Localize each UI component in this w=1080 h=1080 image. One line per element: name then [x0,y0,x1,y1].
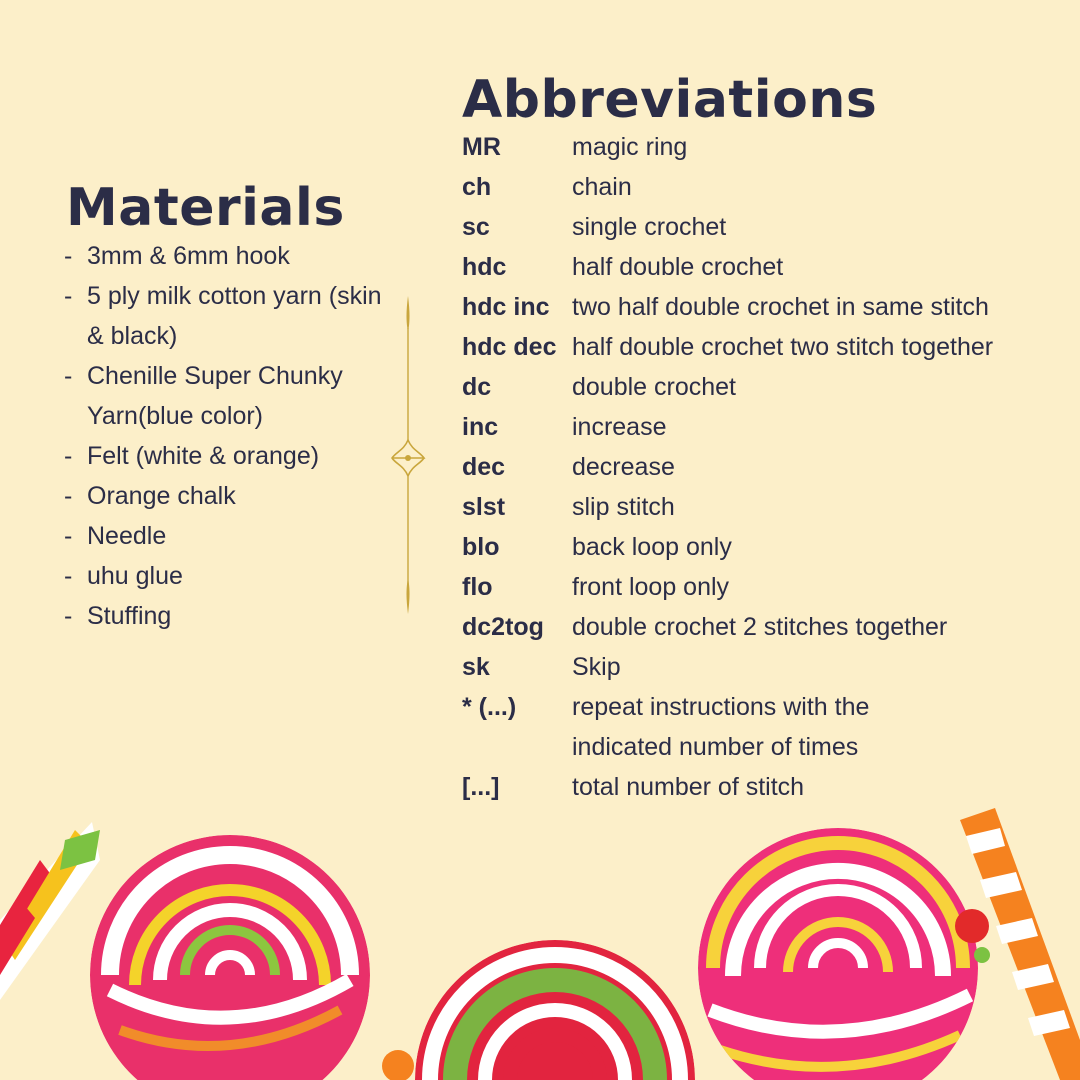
abbreviation-row [462,567,1062,607]
abbreviation-meaning: half double crochet [572,253,784,281]
abbreviation-row [462,487,1062,527]
materials-item: - uhu glue [64,562,183,590]
abbreviation-row [462,447,1062,487]
abbreviation-meaning: total number of stitch [572,773,805,801]
abbreviation-row [462,127,1062,167]
abbreviation-meaning: Skip [572,653,621,681]
abbreviation-meaning: increase [572,413,667,441]
materials-item: - Felt (white & orange) [64,442,320,470]
abbreviation-meaning: back loop only [572,533,732,561]
abbreviation-key: ch [462,173,492,201]
abbreviation-key: hdc dec [462,333,557,361]
materials-item: - Orange chalk [64,482,236,510]
abbreviation-key: flo [462,573,493,601]
abbreviation-key: [...] [462,773,500,801]
abbreviation-key: sk [462,653,490,681]
abbreviations-title: Abbreviations [462,70,878,130]
abbreviation-key: dc [462,373,492,401]
abbreviation-key: MR [462,133,501,161]
abbreviation-meaning: slip stitch [572,493,675,521]
lollipop-pink-left-icon [90,835,370,1080]
abbreviation-row [462,367,1062,407]
abbreviation-row [462,327,1062,367]
abbreviation-row [462,767,1062,807]
abbreviation-row [462,647,1062,687]
abbreviation-key: slst [462,493,506,521]
abbreviation-row [462,607,1062,647]
abbreviation-key: inc [462,413,499,441]
materials-item: - 5 ply milk cotton yarn (skin & black) [64,282,382,350]
abbreviation-meaning: double crochet 2 stitches together [572,613,948,641]
candy-stick-right-icon [960,808,1080,1080]
materials-item: - Stuffing [64,602,172,630]
abbreviation-row [462,207,1062,247]
abbreviation-row [462,527,1062,567]
candy-ball-icon [382,1050,414,1080]
abbreviation-key: hdc [462,253,507,281]
abbreviation-key: dc2tog [462,613,544,641]
abbreviation-row [462,247,1062,287]
abbreviation-meaning: chain [572,173,632,201]
abbreviation-row [462,687,1062,767]
abbreviation-meaning: repeat instructions with the indicated number of times [572,693,870,761]
abbreviation-meaning: two half double crochet in same stitch [572,293,989,321]
abbreviation-row [462,287,1062,327]
abbreviation-key: * (...) [462,693,517,721]
gold-ornament-divider [390,292,426,618]
materials-item: - Needle [64,522,167,550]
materials-item: - Chenille Super Chunky Yarn(blue color) [64,362,343,430]
abbreviations-table [462,127,1062,807]
abbreviation-row [462,407,1062,447]
abbreviation-key: sc [462,213,490,241]
abbreviation-meaning: double crochet [572,373,737,401]
materials-list [64,236,394,636]
abbreviation-meaning: decrease [572,453,675,481]
abbreviation-meaning: single crochet [572,213,727,241]
abbreviation-key: blo [462,533,500,561]
abbreviation-row [462,167,1062,207]
abbreviation-meaning: half double crochet two stitch together [572,333,994,361]
abbreviation-key: dec [462,453,506,481]
candy-ball-icon [955,909,989,943]
lollipop-pink-right-icon [698,828,978,1080]
abbreviation-meaning: magic ring [572,133,688,161]
materials-item: - 3mm & 6mm hook [64,242,290,270]
abbreviation-key: hdc inc [462,293,550,321]
candy-stick-left-icon [0,822,100,1000]
materials-title: Materials [66,178,345,238]
abbreviation-meaning: front loop only [572,573,730,601]
lollipop-green-center-icon [415,940,695,1080]
